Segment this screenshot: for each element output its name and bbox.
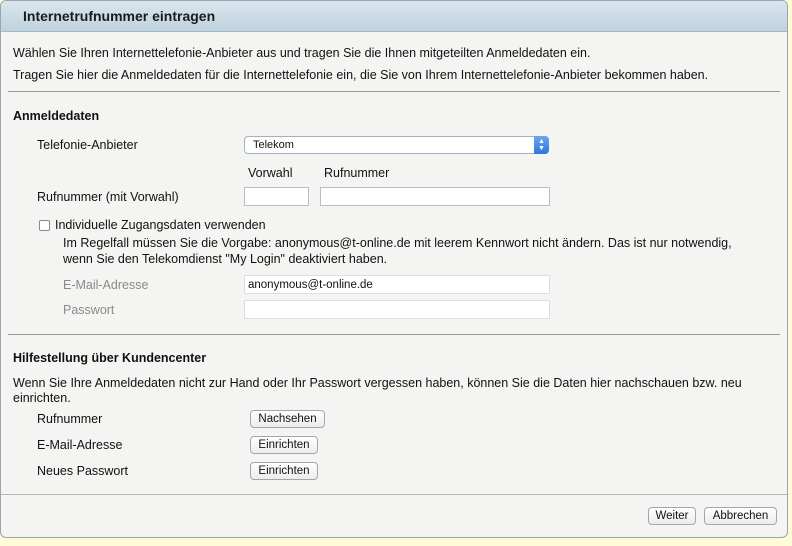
provider-label: Telefonie-Anbieter <box>37 138 138 152</box>
title-bar <box>1 1 787 32</box>
number-column-header: Rufnummer <box>324 166 390 180</box>
prefix-column-header: Vorwahl <box>248 166 293 180</box>
email-label: E-Mail-Adresse <box>63 278 149 292</box>
prefix-input[interactable] <box>244 187 309 206</box>
individual-credentials-label: Individuelle Zugangsdaten verwenden <box>55 218 266 232</box>
dialog-title: Internetrufnummer eintragen <box>23 8 216 24</box>
number-input[interactable] <box>320 187 550 206</box>
intro-text-1: Wählen Sie Ihren Internettelefonie-Anbieter aus und tragen Sie die Ihnen mitgeteilten Anmeldedaten ein. <box>13 46 591 60</box>
up-down-chevron-icon: ▲ ▼ <box>534 136 549 154</box>
hint-text-2: wenn Sie den Telekomdienst "My Login" deaktiviert haben. <box>63 252 388 266</box>
intro-text-2: Tragen Sie hier die Anmeldedaten für die Internettelefonie ein, die Sie von Ihrem Internettelefonie-Anbieter bekommen haben. <box>13 68 709 82</box>
password-label: Passwort <box>63 303 115 317</box>
divider <box>8 334 780 335</box>
email-input[interactable] <box>244 275 550 294</box>
hint-text-1: Im Regelfall müssen Sie die Vorgabe: anonymous@t-online.de mit leerem Kennwort nicht ändern. Das ist nur notwendig, <box>63 236 732 250</box>
number-label: Rufnummer (mit Vorwahl) <box>37 190 179 204</box>
help-row-label-password: Neues Passwort <box>37 464 129 478</box>
individual-credentials-checkbox[interactable] <box>39 220 50 231</box>
setup-email-button[interactable]: Einrichten <box>250 436 318 454</box>
cancel-button[interactable]: Abbrechen <box>704 507 777 525</box>
setup-password-button[interactable]: Einrichten <box>250 462 318 480</box>
divider <box>8 91 780 92</box>
next-button[interactable]: Weiter <box>648 507 696 525</box>
provider-select[interactable] <box>244 136 549 154</box>
footer-divider <box>1 494 787 495</box>
help-text-2: einrichten. <box>13 391 71 405</box>
help-section-heading: Hilfestellung über Kundencenter <box>13 351 207 365</box>
help-row-label-rufnummer: Rufnummer <box>37 412 103 426</box>
provider-select-value: Telekom <box>253 139 294 151</box>
help-row-label-email: E-Mail-Adresse <box>37 438 123 452</box>
password-input[interactable] <box>244 300 550 319</box>
help-text-1: Wenn Sie Ihre Anmeldedaten nicht zur Hand oder Ihr Passwort vergessen haben, können Sie die Daten hier nachschauen bzw. neu <box>13 376 742 390</box>
lookup-number-button[interactable]: Nachsehen <box>250 410 325 428</box>
login-section-heading: Anmeldedaten <box>13 109 100 123</box>
